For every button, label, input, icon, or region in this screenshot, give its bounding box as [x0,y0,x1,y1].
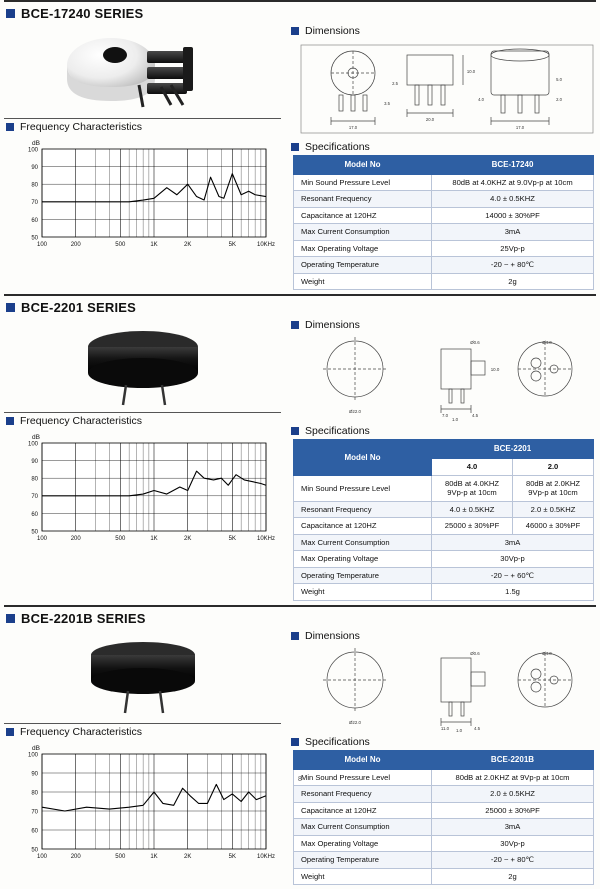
svg-text:10KHz: 10KHz [256,536,276,543]
spec-value: 2g [432,868,594,884]
table-row [294,802,594,818]
section-3-right-column [285,628,600,889]
table-row [294,819,594,835]
spec-value: 3mA [432,819,594,835]
spec-body-1 [294,175,594,290]
freq-title: Frequency Characteristics [20,725,142,738]
svg-text:500: 500 [115,853,126,860]
spec-value: 46000 ± 30%PF [513,518,594,534]
svg-text:70: 70 [31,809,38,816]
spec-value: 2g [432,273,594,289]
spec-label: Operating Temperature [294,852,432,868]
dim-label: Ø0.6 [470,650,480,656]
dim-label: Ø4.0 [542,340,552,346]
svg-text:90: 90 [31,459,38,466]
svg-text:50: 50 [31,529,38,536]
spec-label: Capacitance at 120HZ [294,207,432,223]
bullet-square-icon [291,321,299,329]
table-row [294,475,594,501]
page-number: 8 [298,776,302,783]
variant-header-1: 4.0 [432,459,513,475]
dim-label: Ø22.0 [349,719,361,725]
svg-text:70: 70 [31,200,38,207]
table-header-row [294,156,594,175]
spec-label: Max Current Consumption [294,819,432,835]
dim-label: 4.0 [478,97,484,102]
table-row [294,191,594,207]
dim-label: 3.5 [384,101,390,106]
spec-value: 25Vp-p [432,240,594,256]
product-photo-2201 [0,317,285,412]
svg-text:60: 60 [31,217,38,224]
table-row [294,518,594,534]
spec-value: 4.0 ± 0.5KHZ [432,501,513,517]
table-row [294,835,594,851]
spec-table-wrap-1 [285,155,600,294]
spec-label: Min Sound Pressure Level [294,475,432,501]
table-row [294,852,594,868]
svg-text:1K: 1K [150,536,158,543]
table-header-row [294,440,594,459]
bullet-square-icon [291,427,299,435]
spec-value: -20 ~ + 80℃ [432,257,594,273]
table-row [294,567,594,583]
svg-text:1K: 1K [150,242,158,248]
spec-value: 25000 ± 30%PF [432,518,513,534]
spec-value: 2.0 ± 0.5KHZ [432,786,594,802]
freq-chart-1 [0,135,285,255]
freq-title: Frequency Characteristics [20,415,142,428]
freq-heading-3 [0,724,285,740]
spec-table-2 [293,439,594,600]
freq-chart-3 [0,740,285,867]
table-row [294,175,594,191]
table-row [294,224,594,240]
svg-text:80: 80 [31,182,38,189]
section-3-heading [0,607,600,628]
dimension-drawing-1 [285,39,600,139]
spec-value: 30Vp-p [432,835,594,851]
dim-label: 2.5 [392,81,398,86]
svg-text:100: 100 [27,147,38,154]
svg-text:2K: 2K [184,242,192,248]
table-row [294,240,594,256]
spec-value: 3mA [432,224,594,240]
spec-value: 80dB at 2.0KHZ at 9Vp-p at 10cm [432,769,594,785]
model-value-header: BCE-2201B [432,750,594,769]
dims-heading-3 [285,628,600,644]
bullet-square-icon [6,417,14,425]
freq-chart-2 [0,429,285,549]
product-section-2 [0,294,600,604]
model-value-header: BCE-2201 [432,440,594,459]
spec-label: Min Sound Pressure Level [294,175,432,191]
spec-table-wrap-2 [285,439,600,604]
svg-text:1K: 1K [150,853,158,860]
svg-text:200: 200 [70,853,81,860]
dims-heading-1 [285,23,600,39]
spec-label: Max Current Consumption [294,224,432,240]
svg-text:60: 60 [31,512,38,519]
dim-label: 10.0 [490,367,500,373]
svg-text:80: 80 [31,790,38,797]
svg-text:2K: 2K [184,853,192,860]
variant-header-2: 2.0 [513,459,594,475]
spec-value: 30Vp-p [432,551,594,567]
svg-text:50: 50 [31,235,38,242]
dims-title: Dimensions [305,25,360,37]
model-no-header: Model No [294,440,432,475]
spec-label: Resonant Frequency [294,501,432,517]
product-photo-17240 [0,23,285,118]
dims-heading-2 [285,317,600,333]
spec-table-1 [293,155,594,290]
spec-label: Max Operating Voltage [294,551,432,567]
dim-label: 7.0 [441,413,449,419]
spec-heading-2 [285,423,600,439]
spec-label: Max Current Consumption [294,534,432,550]
section-title: BCE-2201B SERIES [21,610,146,626]
spec-label: Capacitance at 120HZ [294,518,432,534]
dim-label: 4.5 [471,413,479,419]
dim-label: 4.5 [473,725,481,731]
svg-text:100: 100 [36,242,48,248]
dim-label: 17.0 [348,125,358,130]
bullet-square-icon [6,123,14,131]
table-row [294,551,594,567]
table-row [294,273,594,289]
dim-label: 17.0 [515,125,525,130]
svg-text:10KHz: 10KHz [256,242,276,248]
spec-label: Min Sound Pressure Level [294,769,432,785]
spec-value: 1.5g [432,584,594,600]
dim-label: 10.0 [466,69,476,74]
svg-text:10KHz: 10KHz [256,853,276,860]
svg-text:70: 70 [31,494,38,501]
dim-label: 2.0 [556,97,562,102]
table-row [294,786,594,802]
spec-heading-1 [285,139,600,155]
section-2-heading [0,296,600,317]
svg-text:80: 80 [31,476,38,483]
svg-text:100: 100 [27,441,38,448]
product-photo-2201b [0,628,285,723]
model-no-header: Model No [294,750,432,769]
spec-heading-3 [285,734,600,750]
dim-label: Ø22.0 [349,409,361,415]
svg-text:dB: dB [32,140,40,147]
model-no-header: Model No [294,156,432,175]
bullet-square-icon [6,728,14,736]
spec-label: Resonant Frequency [294,191,432,207]
spec-label: Weight [294,868,432,884]
spec-value: 2.0 ± 0.5KHZ [513,501,594,517]
table-header-row [294,750,594,769]
spec-label: Weight [294,273,432,289]
dim-label: 1.0 [455,727,463,732]
table-row [294,207,594,223]
spec-label: Operating Temperature [294,567,432,583]
dimension-drawing-3 [285,644,600,734]
spec-value: 80dB at 4.0KHZ 9Vp-p at 10cm [432,475,513,501]
product-section-1 [0,0,600,294]
spec-title: Specifications [305,425,370,438]
dim-label: 11.0 [440,725,450,731]
svg-text:5K: 5K [228,853,236,860]
svg-text:50: 50 [31,847,38,854]
spec-label: Operating Temperature [294,257,432,273]
freq-title: Frequency Characteristics [20,121,142,133]
dimension-drawing-2 [285,333,600,423]
svg-text:90: 90 [31,165,38,171]
spec-label: Max Operating Voltage [294,835,432,851]
svg-text:dB: dB [32,744,40,752]
spec-body-2 [294,475,594,600]
spec-value: 80dB at 4.0KHZ at 9.0Vp-p at 10cm [432,175,594,191]
spec-label: Resonant Frequency [294,786,432,802]
bullet-square-icon [291,738,299,746]
section-title: BCE-2201 SERIES [21,300,136,316]
table-row [294,868,594,884]
svg-text:500: 500 [115,536,126,543]
svg-text:100: 100 [36,536,48,543]
dim-label: Ø0.6 [470,340,480,346]
svg-text:90: 90 [31,771,38,778]
svg-text:200: 200 [70,242,81,248]
bullet-square-icon [291,27,299,35]
spec-value: 14000 ± 30%PF [432,207,594,223]
table-row [294,257,594,273]
spec-title: Specifications [305,141,370,153]
svg-text:5K: 5K [228,536,236,543]
svg-text:100: 100 [27,752,38,759]
spec-value: 3mA [432,534,594,550]
bullet-square-icon [6,303,15,312]
svg-text:200: 200 [70,536,81,543]
table-row [294,584,594,600]
section-2-right-column [285,317,600,604]
product-section-3 [0,605,600,889]
spec-value: -20 ~ + 80℃ [432,852,594,868]
spec-table-wrap-3 [285,750,600,889]
spec-value: 4.0 ± 0.5KHZ [432,191,594,207]
spec-label: Capacitance at 120HZ [294,802,432,818]
svg-text:5K: 5K [228,242,236,248]
spec-table-3 [293,750,594,885]
spec-label: Weight [294,584,432,600]
section-title: BCE-17240 SERIES [21,6,144,21]
dim-label: 5.0 [556,77,562,82]
dim-label: 20.0 [425,117,435,122]
table-row [294,501,594,517]
svg-text:100: 100 [36,853,48,860]
dims-title: Dimensions [305,629,360,642]
dim-label: Ø4.0 [542,650,552,656]
spec-value: 80dB at 2.0KHZ 9Vp-p at 10cm [513,475,594,501]
bullet-square-icon [291,632,299,640]
svg-text:dB: dB [32,434,40,442]
freq-heading-1 [0,119,285,135]
section-3-left-column [0,628,285,889]
section-1-left-column [0,23,285,294]
spec-value: 25000 ± 30%PF [432,802,594,818]
spec-body-3 [294,769,594,884]
model-value-header: BCE-17240 [432,156,594,175]
bullet-square-icon [6,614,15,623]
section-2-left-column [0,317,285,604]
svg-text:60: 60 [31,828,38,835]
svg-text:500: 500 [115,242,126,248]
dim-label: 1.0 [451,417,459,422]
spec-value: -20 ~ + 60℃ [432,567,594,583]
dims-title: Dimensions [305,319,360,332]
bullet-square-icon [291,143,299,151]
section-1-right-column [285,23,600,294]
table-row [294,534,594,550]
spec-title: Specifications [305,735,370,748]
section-1-heading [0,2,600,23]
freq-heading-2 [0,413,285,429]
bullet-square-icon [6,9,15,18]
svg-text:2K: 2K [184,536,192,543]
spec-label: Max Operating Voltage [294,240,432,256]
